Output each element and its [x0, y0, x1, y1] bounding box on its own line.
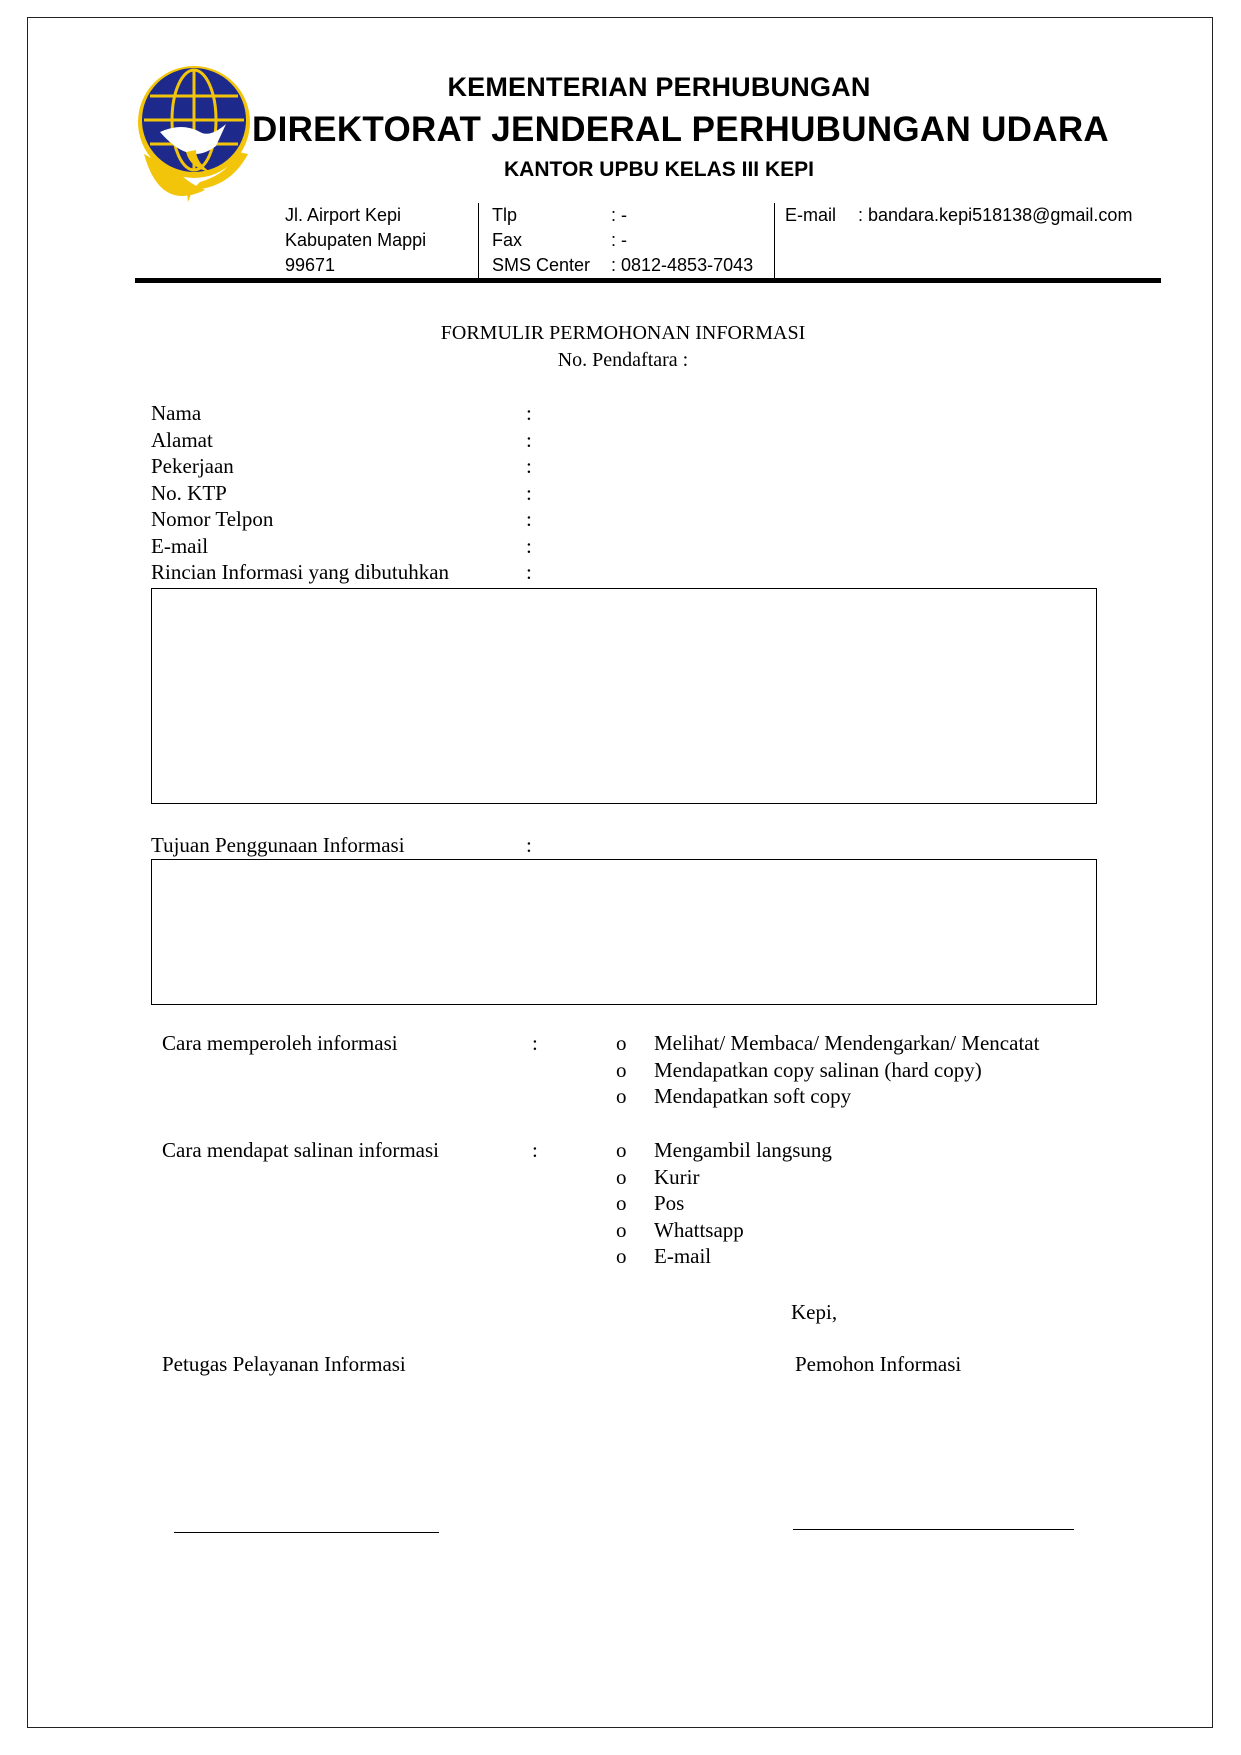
colon: :	[526, 480, 532, 505]
colon: :	[526, 833, 532, 857]
contact-value: : -	[611, 205, 627, 225]
option-label: Mendapatkan soft copy	[654, 1084, 852, 1108]
option-label: E-mail	[654, 1244, 712, 1268]
applicant-signature-line	[793, 1529, 1074, 1530]
option-bullet: o	[616, 1057, 627, 1082]
field-label: Pekerjaan	[151, 454, 234, 478]
purpose-label: Tujuan Penggunaan Informasi	[151, 833, 405, 857]
copy-options	[616, 1137, 832, 1270]
registration-number: No. Pendaftara :	[557, 349, 689, 371]
divider	[478, 203, 479, 278]
colon: :	[526, 427, 532, 452]
address-line: Kabupaten Mappi	[285, 230, 427, 250]
header-rule	[135, 278, 1161, 283]
contact-labels	[492, 203, 590, 278]
officer-title: Petugas Pelayanan Informasi	[162, 1352, 406, 1376]
contact-label: SMS Center	[492, 255, 591, 275]
option-item[interactable]	[616, 1190, 832, 1217]
option-item[interactable]	[616, 1083, 1039, 1110]
contact-label: Tlp	[492, 205, 518, 225]
option-bullet: o	[616, 1191, 627, 1215]
option-bullet: o	[616, 1217, 627, 1242]
option-item[interactable]	[616, 1217, 832, 1244]
option-bullet: o	[616, 1031, 627, 1055]
contact-label: Fax	[492, 230, 523, 250]
option-bullet: o	[616, 1244, 627, 1268]
address-line: Jl. Airport Kepi	[285, 205, 402, 225]
colon: :	[532, 1138, 538, 1162]
method-options	[616, 1030, 1039, 1110]
colon: :	[526, 533, 532, 558]
purpose-box[interactable]	[151, 859, 1097, 1005]
option-bullet: o	[616, 1084, 627, 1108]
method-label: Cara memperoleh informasi	[162, 1031, 398, 1055]
option-item[interactable]	[616, 1030, 1039, 1057]
contact-values	[611, 203, 753, 278]
option-bullet: o	[616, 1138, 627, 1162]
contact-value: : -	[611, 230, 627, 250]
option-label: Melihat/ Membaca/ Mendengarkan/ Mencatat	[654, 1031, 1040, 1055]
applicant-title: Pemohon Informasi	[795, 1352, 962, 1376]
option-bullet: o	[616, 1164, 627, 1189]
option-item[interactable]	[616, 1243, 832, 1270]
colon: :	[526, 507, 532, 531]
field-label: No. KTP	[151, 480, 227, 505]
field-labels	[151, 400, 449, 586]
field-label: Nomor Telpon	[151, 507, 274, 531]
colon: :	[532, 1031, 538, 1055]
option-item[interactable]	[616, 1137, 832, 1164]
address-block	[285, 203, 426, 278]
field-label: Rincian Informasi yang dibutuhkan	[151, 560, 450, 584]
option-label: Kurir	[654, 1164, 700, 1189]
colon: :	[526, 401, 532, 425]
office-name: KANTOR UPBU KELAS III KEPI	[504, 158, 814, 181]
form-title: FORMULIR PERMOHONAN INFORMASI	[440, 322, 806, 344]
colon: :	[526, 560, 532, 584]
option-label: Mendapatkan copy salinan (hard copy)	[654, 1057, 982, 1082]
address-line: 99671	[285, 255, 336, 275]
email-value: : bandara.kepi518138@gmail.com	[858, 205, 1133, 225]
option-label: Mengambil langsung	[654, 1138, 832, 1162]
officer-signature-line	[174, 1532, 439, 1533]
field-label: E-mail	[151, 533, 209, 558]
field-colons	[526, 400, 532, 586]
signature-place: Kepi,	[791, 1300, 838, 1324]
colon: :	[526, 454, 532, 478]
information-details-box[interactable]	[151, 588, 1097, 804]
divider	[774, 203, 775, 278]
contact-value: : 0812-4853-7043	[611, 255, 754, 275]
directorate-name: DIREKTORAT JENDERAL PERHUBUNGAN UDARA	[252, 110, 1109, 149]
option-item[interactable]	[616, 1164, 832, 1191]
field-label: Alamat	[151, 427, 213, 452]
copy-label: Cara mendapat salinan informasi	[162, 1138, 439, 1162]
field-label: Nama	[151, 401, 202, 425]
option-item[interactable]	[616, 1057, 1039, 1084]
email-label: E-mail	[785, 205, 837, 225]
option-label: Pos	[654, 1191, 685, 1215]
option-label: Whattsapp	[654, 1217, 744, 1242]
ministry-name: KEMENTERIAN PERHUBUNGAN	[447, 72, 871, 102]
